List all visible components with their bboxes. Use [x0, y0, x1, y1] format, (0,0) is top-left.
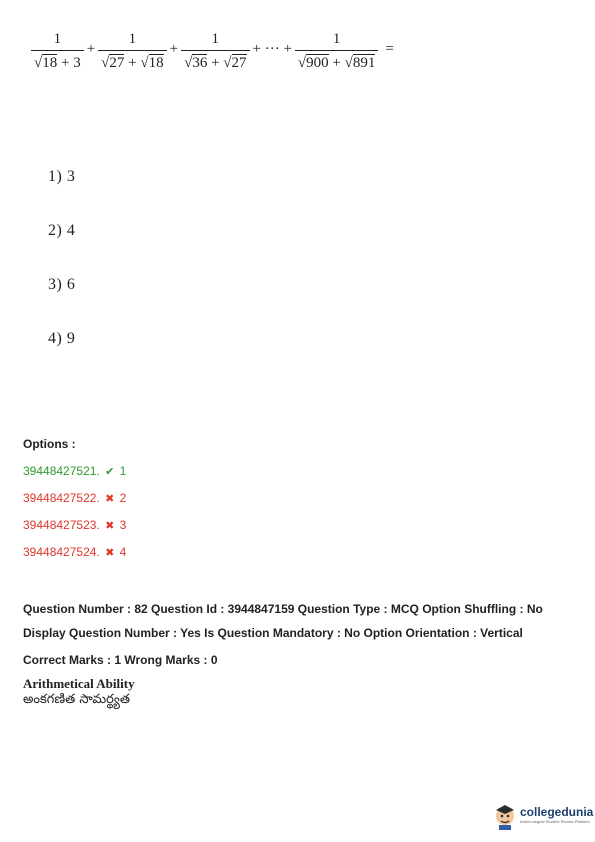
cross-icon: ✖ — [105, 547, 115, 559]
cross-icon: ✖ — [105, 520, 115, 532]
brand-watermark — [493, 800, 593, 830]
option-value: 3 — [119, 518, 127, 532]
cross-icon: ✖ — [105, 493, 115, 505]
choice-3: 3) 6 — [48, 276, 76, 293]
answer-choices — [48, 168, 75, 384]
option-row-3 — [23, 518, 126, 532]
option-value: 1 — [119, 464, 127, 478]
denominator: √36 + √27 — [181, 50, 249, 72]
option-id: 39448427524. — [23, 545, 100, 559]
numerator: 1 — [211, 31, 220, 47]
option-id: 39448427522. — [23, 491, 100, 505]
section-title-telugu: అంకగణిత సామర్థ్యత — [23, 692, 131, 707]
fraction-term-1 — [31, 30, 84, 72]
brand-tagline: India's largest Student Review Platform — [520, 819, 590, 824]
sqrt-icon: √ — [297, 55, 307, 71]
ellipsis: + ··· + — [252, 40, 292, 57]
option-row-4 — [23, 545, 126, 559]
sqrt-icon: √ — [184, 55, 193, 71]
option-row-2 — [23, 491, 126, 505]
sqrt-icon: √ — [34, 55, 43, 71]
option-value: 2 — [119, 491, 127, 505]
fraction-term-last — [295, 30, 378, 72]
choice-2: 2) 4 — [48, 222, 76, 239]
radicand: 900 — [306, 55, 329, 71]
radicand: 27 — [231, 55, 247, 71]
plus-sign: + — [86, 40, 96, 57]
options-title: Options : — [23, 437, 76, 451]
option-row-1 — [23, 464, 126, 478]
option-id: 39448427521. — [23, 464, 100, 478]
constant: 3 — [73, 55, 81, 71]
question-meta-line-2: Display Question Number : Yes Is Question Mandatory : No Option Orientation : Vertical — [23, 626, 523, 640]
sqrt-icon: √ — [101, 55, 110, 71]
numerator: 1 — [53, 31, 62, 47]
sqrt-icon: √ — [140, 55, 149, 71]
denominator: √27 + √18 — [98, 50, 166, 72]
collegedunia-logo-icon — [493, 800, 517, 830]
numerator: 1 — [128, 31, 137, 47]
section-title-english: Arithmetical Ability — [23, 676, 135, 691]
question-meta-line-1: Question Number : 82 Question Id : 3944847159 Question Type : MCQ Option Shuffling : No — [23, 602, 543, 616]
choice-4: 4) 9 — [48, 330, 76, 347]
sqrt-icon: √ — [344, 55, 353, 71]
denominator: √18 + 3 — [31, 50, 84, 72]
option-value: 4 — [119, 545, 127, 559]
numerator: 1 — [332, 31, 341, 47]
choice-1: 1) 3 — [48, 168, 76, 185]
equals-sign: = — [385, 40, 394, 57]
option-id: 39448427523. — [23, 518, 100, 532]
radicand: 891 — [352, 55, 376, 71]
question-meta-line-3: Correct Marks : 1 Wrong Marks : 0 — [23, 653, 218, 667]
check-icon: ✔ — [105, 466, 115, 478]
sqrt-icon: √ — [223, 55, 232, 71]
brand-name: collegedunia — [520, 805, 594, 819]
question-formula — [30, 30, 396, 72]
denominator: √900 + √891 — [295, 50, 378, 72]
fraction-term-3 — [181, 30, 249, 72]
radicand: 27 — [109, 55, 125, 71]
fraction-term-2 — [98, 30, 166, 72]
radicand: 18 — [148, 55, 164, 71]
plus-sign: + — [169, 40, 179, 57]
radicand: 36 — [192, 55, 208, 71]
radicand: 18 — [42, 55, 58, 71]
